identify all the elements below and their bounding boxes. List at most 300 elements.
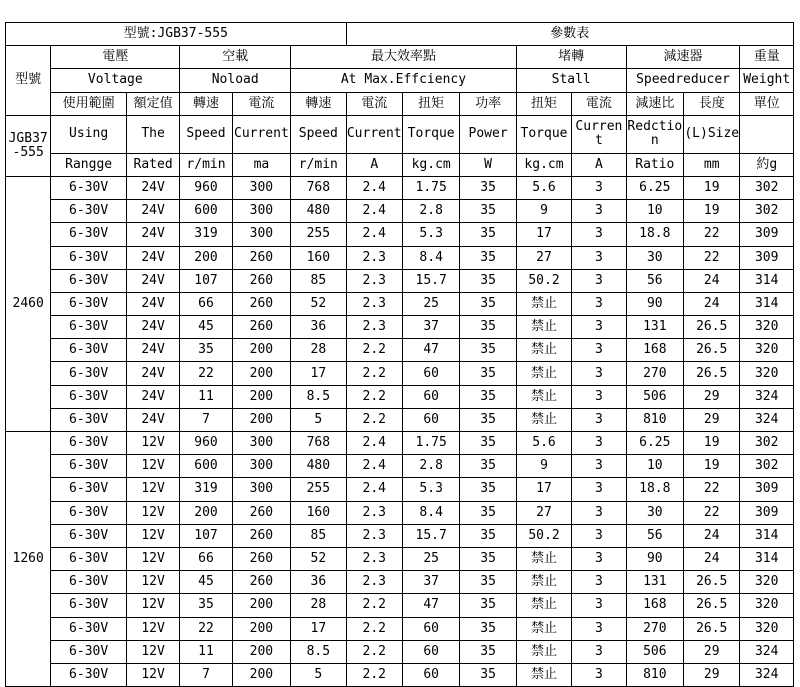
table-row	[6, 594, 794, 617]
stall-group: 堵轉	[516, 46, 626, 69]
max-eff-group: 最大效率點	[291, 46, 517, 69]
table-cell: 6-30V	[51, 640, 127, 663]
table-cell: 6-30V	[51, 292, 127, 315]
unit: Rated	[126, 153, 179, 176]
table-cell: 26.5	[684, 316, 740, 339]
table-cell: 50.2	[516, 524, 571, 547]
col-zh: 扭矩	[516, 92, 571, 115]
table-cell: 24	[684, 269, 740, 292]
table-cell: 30	[626, 501, 683, 524]
table-cell: 314	[740, 524, 794, 547]
table-cell: 2.3	[346, 246, 402, 269]
table-row	[6, 663, 794, 686]
table-cell: 2.3	[346, 501, 402, 524]
table-cell: 22	[684, 223, 740, 246]
table-cell: 35	[460, 246, 516, 269]
table-cell: 5.6	[516, 176, 571, 199]
table-cell: 6-30V	[51, 478, 127, 501]
table-cell: 3	[572, 547, 626, 570]
table-cell: 600	[180, 455, 232, 478]
table-cell: 26.5	[684, 571, 740, 594]
table-cell: 810	[626, 663, 683, 686]
table-cell: 768	[291, 432, 346, 455]
table-cell: 24V	[126, 385, 179, 408]
col-zh: 長度	[684, 92, 740, 115]
table-row	[6, 455, 794, 478]
table-cell: 8.4	[402, 246, 459, 269]
voltage-group: 電壓	[51, 46, 180, 69]
noload-group: 空載	[180, 46, 291, 69]
table-cell: 36	[291, 571, 346, 594]
table-row	[6, 316, 794, 339]
table-cell: 30	[626, 246, 683, 269]
table-cell: 480	[291, 200, 346, 223]
table-cell: 7	[180, 408, 232, 431]
table-cell: 60	[402, 617, 459, 640]
table-cell: 35	[460, 362, 516, 385]
params-title: 參數表	[346, 23, 793, 46]
table-cell: 24	[684, 292, 740, 315]
table-cell: 200	[232, 362, 290, 385]
table-row	[6, 246, 794, 269]
table-cell: 5.3	[402, 223, 459, 246]
table-cell: 6-30V	[51, 547, 127, 570]
table-cell: 314	[740, 269, 794, 292]
col-zh: 功率	[460, 92, 516, 115]
table-cell: 200	[232, 594, 290, 617]
table-row	[6, 269, 794, 292]
table-cell: 6-30V	[51, 385, 127, 408]
table-cell: 6-30V	[51, 339, 127, 362]
table-cell: 5	[291, 663, 346, 686]
table-cell: 9	[516, 455, 571, 478]
table-row	[6, 524, 794, 547]
table-cell: 26.5	[684, 339, 740, 362]
table-cell: 6-30V	[51, 432, 127, 455]
table-cell: 禁止	[516, 292, 571, 315]
table-cell: 324	[740, 663, 794, 686]
table-cell: 60	[402, 385, 459, 408]
table-cell: 320	[740, 339, 794, 362]
table-row	[6, 200, 794, 223]
table-cell: 270	[626, 362, 683, 385]
table-cell: 300	[232, 432, 290, 455]
col-zh: 使用範圍	[51, 92, 127, 115]
table-cell: 6-30V	[51, 246, 127, 269]
table-cell: 2.2	[346, 339, 402, 362]
noload-group-en: Noload	[180, 69, 291, 92]
table-cell: 270	[626, 617, 683, 640]
table-cell: 7	[180, 663, 232, 686]
table-cell: 2.2	[346, 362, 402, 385]
table-cell: 29	[684, 385, 740, 408]
unit: kg.cm	[516, 153, 571, 176]
table-cell: 26.5	[684, 594, 740, 617]
table-cell: 19	[684, 455, 740, 478]
table-cell: 6-30V	[51, 316, 127, 339]
table-cell: 160	[291, 246, 346, 269]
col-en: Speed	[180, 115, 232, 153]
table-cell: 禁止	[516, 663, 571, 686]
table-row	[6, 176, 794, 199]
table-cell: 35	[460, 594, 516, 617]
table-cell: 260	[232, 292, 290, 315]
table-cell: 6-30V	[51, 200, 127, 223]
table-cell: 12V	[126, 455, 179, 478]
col-zh: 電流	[572, 92, 626, 115]
max-eff-group-en: At Max.Effciency	[291, 69, 517, 92]
table-cell: 168	[626, 339, 683, 362]
table-cell: 35	[460, 339, 516, 362]
table-cell: 17	[516, 478, 571, 501]
table-cell: 3	[572, 408, 626, 431]
table-cell: 24V	[126, 292, 179, 315]
table-cell: 35	[460, 617, 516, 640]
table-cell: 260	[232, 501, 290, 524]
unit: r/min	[291, 153, 346, 176]
col-en: Current	[232, 115, 290, 153]
table-cell: 2.3	[346, 269, 402, 292]
table-cell: 25	[402, 547, 459, 570]
table-cell: 12V	[126, 547, 179, 570]
table-cell: 131	[626, 316, 683, 339]
table-cell: 324	[740, 385, 794, 408]
table-cell: 19	[684, 200, 740, 223]
table-cell: 35	[460, 200, 516, 223]
table-row	[6, 640, 794, 663]
table-cell: 禁止	[516, 547, 571, 570]
table-cell: 11	[180, 640, 232, 663]
table-cell: 3	[572, 362, 626, 385]
table-cell: 2.3	[346, 524, 402, 547]
table-cell: 29	[684, 408, 740, 431]
table-cell: 2.3	[346, 292, 402, 315]
table-cell: 35	[460, 176, 516, 199]
table-cell: 309	[740, 246, 794, 269]
table-cell: 2.4	[346, 200, 402, 223]
table-cell: 禁止	[516, 362, 571, 385]
table-cell: 2.2	[346, 617, 402, 640]
table-cell: 300	[232, 200, 290, 223]
table-cell: 66	[180, 547, 232, 570]
table-cell: 12V	[126, 478, 179, 501]
table-cell: 506	[626, 640, 683, 663]
col-zh: 額定值	[126, 92, 179, 115]
unit: mm	[684, 153, 740, 176]
table-cell: 66	[180, 292, 232, 315]
table-cell: 24V	[126, 362, 179, 385]
col-en-weight	[740, 115, 794, 153]
unit: Ratio	[626, 153, 683, 176]
weight-group: 重量	[740, 46, 794, 69]
table-row	[6, 362, 794, 385]
unit: 約g	[740, 153, 794, 176]
table-cell: 36	[291, 316, 346, 339]
col-en: Torque	[402, 115, 459, 153]
model-label: 型號	[6, 46, 51, 116]
table-cell: 禁止	[516, 640, 571, 663]
table-cell: 禁止	[516, 617, 571, 640]
table-cell: 18.8	[626, 223, 683, 246]
table-cell: 3	[572, 316, 626, 339]
spec-table	[5, 22, 794, 687]
table-cell: 24V	[126, 200, 179, 223]
table-cell: 260	[232, 316, 290, 339]
table-cell: 60	[402, 362, 459, 385]
col-zh: 轉速	[291, 92, 346, 115]
table-cell: 24V	[126, 269, 179, 292]
table-cell: 131	[626, 571, 683, 594]
table-cell: 3	[572, 663, 626, 686]
table-cell: 45	[180, 316, 232, 339]
table-cell: 3	[572, 571, 626, 594]
table-row	[6, 547, 794, 570]
col-en: Current	[346, 115, 402, 153]
table-cell: 10	[626, 200, 683, 223]
table-cell: 302	[740, 176, 794, 199]
table-cell: 35	[180, 339, 232, 362]
table-cell: 3	[572, 223, 626, 246]
table-cell: 35	[460, 663, 516, 686]
table-cell: 6-30V	[51, 176, 127, 199]
table-cell: 2.2	[346, 594, 402, 617]
table-cell: 314	[740, 292, 794, 315]
table-cell: 18.8	[626, 478, 683, 501]
table-cell: 60	[402, 408, 459, 431]
table-cell: 56	[626, 524, 683, 547]
table-cell: 319	[180, 478, 232, 501]
table-cell: 255	[291, 223, 346, 246]
table-cell: 6-30V	[51, 408, 127, 431]
table-cell: 320	[740, 316, 794, 339]
table-cell: 5.3	[402, 478, 459, 501]
table-cell: 12V	[126, 524, 179, 547]
table-cell: 22	[180, 362, 232, 385]
table-cell: 禁止	[516, 316, 571, 339]
table-cell: 506	[626, 385, 683, 408]
table-cell: 35	[460, 455, 516, 478]
table-cell: 1.75	[402, 432, 459, 455]
table-cell: 6.25	[626, 432, 683, 455]
table-cell: 200	[232, 385, 290, 408]
unit: r/min	[180, 153, 232, 176]
table-cell: 260	[232, 246, 290, 269]
table-cell: 12V	[126, 640, 179, 663]
table-cell: 6.25	[626, 176, 683, 199]
table-cell: 47	[402, 339, 459, 362]
table-cell: 3	[572, 455, 626, 478]
col-en: Using	[51, 115, 127, 153]
reducer-group: 減速器	[626, 46, 740, 69]
table-row	[6, 501, 794, 524]
table-cell: 2.3	[346, 571, 402, 594]
table-cell: 3	[572, 385, 626, 408]
table-cell: 6-30V	[51, 571, 127, 594]
table-cell: 3	[572, 200, 626, 223]
model-number: 1260	[6, 432, 51, 687]
col-zh: 電流	[232, 92, 290, 115]
table-cell: 6-30V	[51, 223, 127, 246]
table-cell: 35	[460, 408, 516, 431]
col-en: Current	[572, 115, 626, 153]
col-zh: 單位	[740, 92, 794, 115]
table-cell: 255	[291, 478, 346, 501]
col-en: Power	[460, 115, 516, 153]
table-cell: 2.2	[346, 663, 402, 686]
table-cell: 309	[740, 501, 794, 524]
table-cell: 22	[180, 617, 232, 640]
table-cell: 60	[402, 640, 459, 663]
table-cell: 35	[460, 571, 516, 594]
model-number: 2460	[6, 176, 51, 431]
model-code: JGB37-555	[6, 115, 51, 176]
table-cell: 3	[572, 432, 626, 455]
table-cell: 22	[684, 478, 740, 501]
table-cell: 17	[516, 223, 571, 246]
col-en: Speed	[291, 115, 346, 153]
table-cell: 24	[684, 547, 740, 570]
table-cell: 90	[626, 547, 683, 570]
table-cell: 3	[572, 594, 626, 617]
table-cell: 60	[402, 663, 459, 686]
table-cell: 2.2	[346, 408, 402, 431]
table-cell: 200	[232, 640, 290, 663]
table-cell: 3	[572, 269, 626, 292]
table-cell: 24V	[126, 176, 179, 199]
table-cell: 302	[740, 200, 794, 223]
table-row	[6, 339, 794, 362]
table-cell: 3	[572, 292, 626, 315]
table-cell: 6-30V	[51, 594, 127, 617]
table-cell: 10	[626, 455, 683, 478]
table-cell: 35	[460, 385, 516, 408]
table-cell: 107	[180, 524, 232, 547]
table-cell: 260	[232, 547, 290, 570]
table-cell: 禁止	[516, 594, 571, 617]
table-cell: 85	[291, 269, 346, 292]
table-cell: 300	[232, 223, 290, 246]
table-cell: 768	[291, 176, 346, 199]
col-en: The	[126, 115, 179, 153]
table-cell: 2.2	[346, 385, 402, 408]
table-cell: 26.5	[684, 362, 740, 385]
table-cell: 300	[232, 478, 290, 501]
table-cell: 5	[291, 408, 346, 431]
unit: ma	[232, 153, 290, 176]
table-cell: 2.8	[402, 200, 459, 223]
table-cell: 309	[740, 223, 794, 246]
col-zh: 扭矩	[402, 92, 459, 115]
col-en: (L)Size	[684, 115, 740, 153]
table-cell: 2.4	[346, 455, 402, 478]
table-row	[6, 385, 794, 408]
table-cell: 9	[516, 200, 571, 223]
table-cell: 200	[180, 246, 232, 269]
table-cell: 168	[626, 594, 683, 617]
table-cell: 309	[740, 478, 794, 501]
table-cell: 12V	[126, 663, 179, 686]
table-cell: 3	[572, 339, 626, 362]
table-cell: 24V	[126, 246, 179, 269]
table-cell: 35	[460, 640, 516, 663]
col-zh: 減速比	[626, 92, 683, 115]
table-cell: 50.2	[516, 269, 571, 292]
table-cell: 禁止	[516, 385, 571, 408]
table-cell: 314	[740, 547, 794, 570]
table-cell: 3	[572, 246, 626, 269]
table-cell: 37	[402, 571, 459, 594]
table-cell: 320	[740, 571, 794, 594]
table-cell: 17	[291, 617, 346, 640]
table-cell: 2.4	[346, 176, 402, 199]
table-cell: 15.7	[402, 269, 459, 292]
table-row	[6, 617, 794, 640]
table-cell: 2.4	[346, 223, 402, 246]
table-cell: 12V	[126, 432, 179, 455]
table-cell: 17	[291, 362, 346, 385]
table-cell: 27	[516, 501, 571, 524]
reducer-group-en: Speedreducer	[626, 69, 740, 92]
table-cell: 260	[232, 571, 290, 594]
table-cell: 6-30V	[51, 617, 127, 640]
table-cell: 24V	[126, 316, 179, 339]
table-cell: 12V	[126, 594, 179, 617]
table-cell: 35	[460, 292, 516, 315]
col-en: Torque	[516, 115, 571, 153]
table-cell: 12V	[126, 501, 179, 524]
table-cell: 禁止	[516, 408, 571, 431]
table-cell: 480	[291, 455, 346, 478]
table-cell: 35	[460, 269, 516, 292]
table-cell: 45	[180, 571, 232, 594]
table-cell: 35	[460, 432, 516, 455]
table-cell: 25	[402, 292, 459, 315]
table-cell: 90	[626, 292, 683, 315]
table-cell: 24V	[126, 223, 179, 246]
table-cell: 5.6	[516, 432, 571, 455]
table-cell: 35	[460, 524, 516, 547]
table-cell: 2.8	[402, 455, 459, 478]
table-cell: 29	[684, 663, 740, 686]
table-cell: 28	[291, 339, 346, 362]
table-cell: 320	[740, 617, 794, 640]
table-cell: 6-30V	[51, 501, 127, 524]
table-cell: 35	[180, 594, 232, 617]
table-cell: 260	[232, 269, 290, 292]
weight-group-en: Weight	[740, 69, 794, 92]
unit: A	[346, 153, 402, 176]
table-cell: 禁止	[516, 571, 571, 594]
table-cell: 6-30V	[51, 663, 127, 686]
table-cell: 319	[180, 223, 232, 246]
table-cell: 19	[684, 176, 740, 199]
table-cell: 24V	[126, 339, 179, 362]
table-cell: 3	[572, 501, 626, 524]
table-cell: 2.4	[346, 478, 402, 501]
table-cell: 3	[572, 524, 626, 547]
table-cell: 11	[180, 385, 232, 408]
table-cell: 3	[572, 640, 626, 663]
table-cell: 27	[516, 246, 571, 269]
table-cell: 6-30V	[51, 524, 127, 547]
table-row	[6, 408, 794, 431]
table-cell: 2.3	[346, 316, 402, 339]
table-cell: 3	[572, 478, 626, 501]
table-cell: 2.4	[346, 432, 402, 455]
table-cell: 8.5	[291, 385, 346, 408]
table-row	[6, 571, 794, 594]
table-cell: 6-30V	[51, 455, 127, 478]
